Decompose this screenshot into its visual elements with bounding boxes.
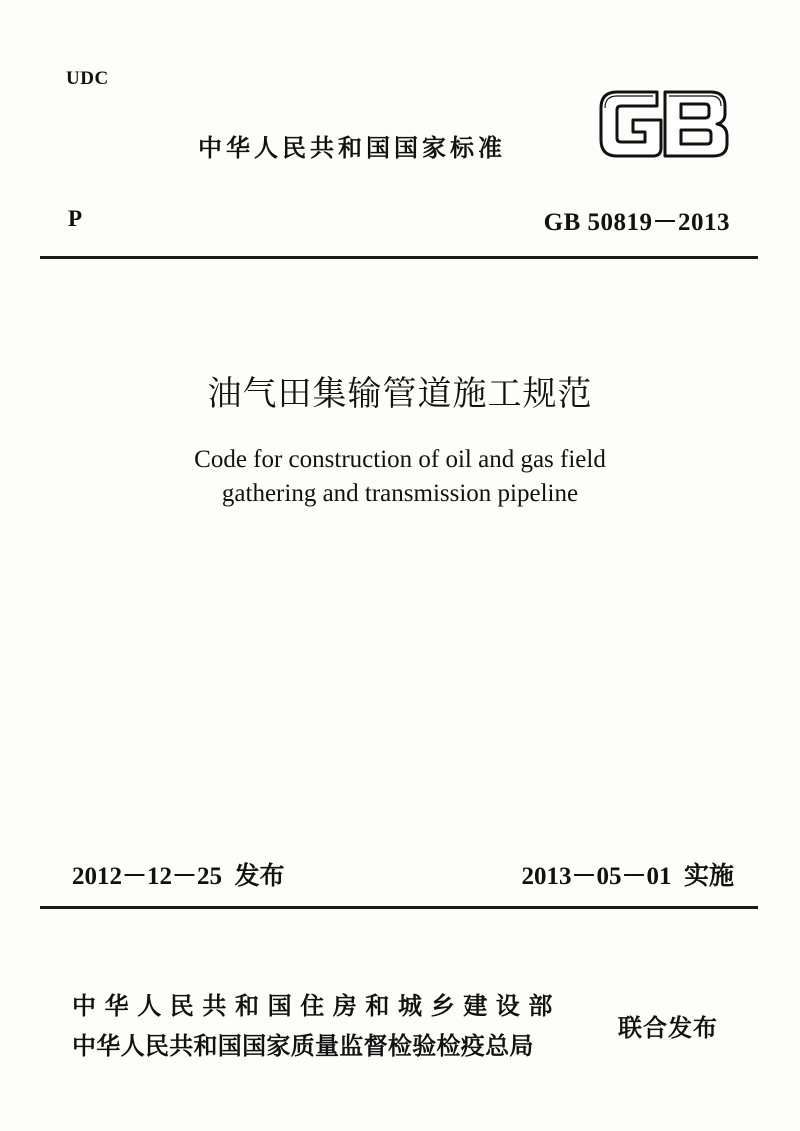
title-english-line1: Code for construction of oil and gas field	[194, 446, 606, 473]
udc-label: UDC	[66, 68, 109, 89]
implementation-date: 2013－05－01 实施	[521, 863, 734, 890]
bottom-divider	[40, 906, 758, 909]
category-letter: P	[68, 206, 83, 231]
standard-type-heading: 中华人民共和国国家标准	[198, 134, 506, 162]
standard-number: GB 50819－2013	[543, 209, 730, 236]
title-english	[0, 443, 800, 511]
title-english-line2: gathering and transmission pipeline	[221, 480, 579, 507]
publisher-aqsiq: 中华人民共和国国家质量监督检验检疫总局	[72, 1032, 534, 1060]
top-divider	[40, 256, 758, 259]
title-chinese: 油气田集输管道施工规范	[207, 374, 593, 414]
gb-logo	[595, 88, 731, 160]
publisher-ministry: 中华人民共和国住房和城乡建设部	[72, 992, 561, 1020]
issue-date: 2012－12－25 发布	[72, 863, 285, 890]
gb-logo-text: GB	[595, 88, 597, 89]
joint-release-label: 联合发布	[618, 1014, 718, 1042]
